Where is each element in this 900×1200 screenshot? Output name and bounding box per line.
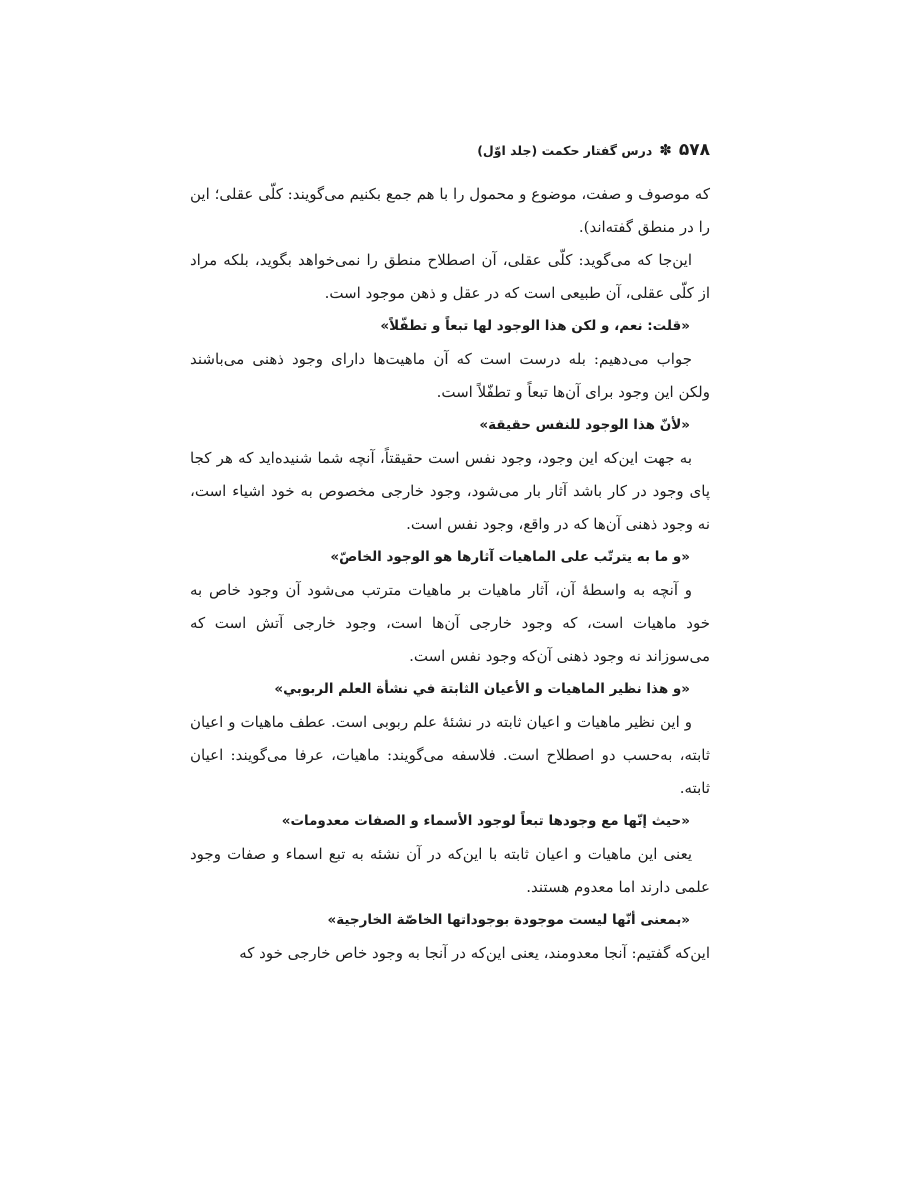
page-header xyxy=(477,137,710,163)
arabic-quote-3: «و ما به يترتّب على الماهيات آثارها هو الوجود الخاصّ» xyxy=(330,549,690,565)
arabic-quote-4: «و هذا نظير الماهيات و الأعيان الثابتة في نشأة العلم الربوبي» xyxy=(274,681,690,697)
arabic-quote-1: «قلت: نعم، و لكن هذا الوجود لها تبعاً و تطفّلاً» xyxy=(380,318,690,334)
page-number: ۵۷۸ xyxy=(678,140,710,160)
arabic-quote-2: «لأنّ هذا الوجود للنفس حقيقة» xyxy=(479,417,690,433)
paragraph-3: جواب می‌دهیم: بله درست است که آن ماهیت‌ها دارای وجود ذهنی می‌باشند ولکن این وجود برای آن‌ها تبعاً و تطفّلاً است. xyxy=(190,350,710,401)
flower-ornament-icon: ✽ xyxy=(659,140,672,159)
arabic-quote-5: «حيث إنّها مع وجودها تبعاً لوجود الأسماء و الصفات معدومات» xyxy=(281,813,690,829)
paragraph-8: این‌که گفتیم: آنجا معدومند، یعنی این‌که در آنجا به وجود خاص خارجی خود که xyxy=(239,944,710,962)
paragraph-1: که موصوف و صفت، موضوع و محمول را با هم جمع بکنیم می‌گویند: کلّی عقلی؛ این را در منطق گفته‌اند). xyxy=(190,185,710,236)
running-title: درس گفتار حکمت (جلد اوّل) xyxy=(477,142,653,158)
paragraph-2: این‌جا که می‌گوید: کلّی عقلی، آن اصطلاح منطق را نمی‌خواهد بگوید، بلکه مراد از کلّی عقلی، آن طبیعی است که در عقل و ذهن موجود است. xyxy=(190,251,710,302)
paragraph-4: به جهت این‌که این وجود، وجود نفس است حقیقتاً، آنچه شما شنیده‌اید که هر کجا پای وجود در کار باشد آثار بار می‌شود، وجود خارجی مخصوص به خود اشیاء است، نه وجود ذهنی آن‌ها که در واقع، وجود نفس است. xyxy=(190,449,710,533)
arabic-quote-6: «بمعنى أنّها ليست موجودة بوجوداتها الخاصّة الخارجية» xyxy=(327,912,690,928)
page-body xyxy=(190,178,710,970)
paragraph-5: و آنچه به واسطهٔ آن، آثار ماهیات بر ماهیات مترتب می‌شود آن وجود خاص به خود ماهیات است، که وجود خارجی آن‌ها است، وجود خارجی آتش است که می‌سوزاند نه وجود ذهنی آن‌که وجود نفس است. xyxy=(190,581,710,665)
paragraph-7: یعنی این ماهیات و اعیان ثابته با این‌که در آن نشئه به تبع اسماء و صفات وجود علمی دارند اما معدوم هستند. xyxy=(190,845,710,896)
paragraph-6: و این نظیر ماهیات و اعیان ثابته در نشئهٔ علم ربوبی است. عطف ماهیات و اعیان ثابته، به‌حسب دو اصطلاح است. فلاسفه می‌گویند: ماهیات، عرفا می‌گویند: اعیان ثابته. xyxy=(190,713,710,797)
